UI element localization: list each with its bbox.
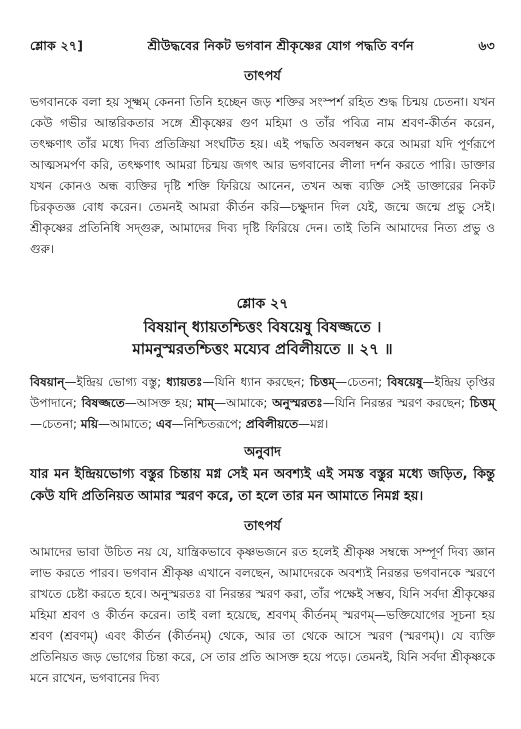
purport-text: ভগবানকে বলা হয় সূক্ষ্মম্‌ কেননা তিনি হচ্ছেন জড় শক্তির সংস্পর্শ রহিত শুদ্ধ চিন্ময় চেতনা। যখন কেউ গভীর আন্তরিকতার সঙ্গে শ্রীকৃষ্ণের গুণ মহিমা ও তাঁর পবিত্র নাম শ্রবণ-কীর্তন করেন, তৎক্ষণাৎ তাঁর মধ্যে দিব্য প্রতিক্রিয়া সংঘটিত হয়। এই পদ্ধতি অবলম্বন করে আমরা যদি পূর্ণরূপে আত্মসমর্পণ করি, তৎক্ষণাৎ আমরা চিন্ময় জগৎ আর ভগবানের লীলা দর্শন করতে পারি। ডাক্তার যখন কোনও অন্ধ ব্যক্তির দৃষ্টি শক্তি ফিরিয়ে আনেন, তখন অন্ধ ব্যক্তি সেই ডাক্তারের নিকট চিরকৃতজ্ঞ বোধ করেন। তেমনই আমরা কীর্তন করি—চক্ষুদান দিল যেই, জন্মে জন্মে প্রভু সেই। শ্রীকৃষ্ণের প্রতিনিধি সদ্‌গুরু, আমাদের দিব্য দৃষ্টি ফিরিয়ে দেন। তাই তিনি আমাদের নিত্য প্রভু ও গুরু। — [30, 95, 495, 256]
synonym-meaning: —আসক্ত হয়; — [124, 396, 198, 410]
synonym-meaning: —যিনি ধ্যান করছেন; — [202, 375, 310, 389]
purport-section-2 — [30, 517, 495, 689]
synonym-meaning: —নিশ্চিতরূপে; — [171, 417, 246, 431]
purport-heading: তাৎপর্য — [244, 69, 281, 84]
synonym-meaning: —যিনি নিরন্তর স্মরণ করছেন; — [322, 396, 470, 410]
synonym-word: ময়ি — [80, 417, 99, 431]
synonym-word: বিষজ্জতে — [81, 396, 125, 410]
verse-section — [30, 292, 495, 360]
synonym-word: ধ্যায়তঃ — [166, 375, 203, 389]
synonym-meaning: —ইন্দ্রিয় তৃপ্তির উপাদানে; — [30, 375, 495, 410]
synonym-meaning: —আমাতে; — [98, 417, 156, 431]
purport-section-1 — [30, 67, 495, 260]
synonym-meaning: —মগ্ন। — [298, 417, 329, 431]
synonym-meaning: —চেতনা; — [335, 375, 388, 389]
verse-line-2: মামনুস্মরতশ্চিত্তং ময্যেব প্রবিলীয়তে ॥ ২৭ ॥ — [132, 340, 393, 358]
synonym-meaning: —ইন্দ্রিয় ভোগ্য বস্তু; — [64, 375, 167, 389]
translation-section — [30, 443, 495, 508]
translation-heading: অনুবাদ — [244, 445, 281, 460]
synonym-word: প্রবিলীয়তে — [245, 417, 299, 431]
page-number: ৬৩ — [478, 38, 495, 53]
synonym-word: অনুস্মরতঃ — [272, 396, 323, 410]
synonym-word: চিত্তম্‌ — [309, 375, 336, 389]
synonym-meaning: —চেতনা; — [30, 417, 81, 431]
synonym-word: এব — [155, 417, 172, 431]
running-header — [30, 38, 495, 58]
purport-heading: তাৎপর্য — [244, 519, 281, 534]
synonym-meaning: —আমাকে; — [214, 396, 273, 410]
translation-text: যার মন ইন্দ্রিয়ভোগ্য বস্তুর চিন্তায় মগ্ন সেই মন অবশ্যই এই সমস্ত বস্তুর মধ্যে জড়িত, কিন্তু কেউ যদি প্রতিনিয়ত আমার স্মরণ করে, তা হলে তার মন আমাতে নিমগ্ন হয়। — [30, 467, 495, 504]
synonyms-section — [30, 372, 495, 435]
purport-text: আমাদের ভাবা উচিত নয় যে, যান্ত্রিকভাবে কৃষ্ণভজনে রত হলেই শ্রীকৃষ্ণ সম্বন্ধে সম্পূর্ণ দিব্য জ্ঞান লাভ করতে পারব। ভগবান শ্রীকৃষ্ণ এখানে বলছেন, আমাদেরকে অবশ্যই নিরন্তর ভগবানকে স্মরণে রাখতে চেষ্টা করতে হবে। অনুস্মরতঃ বা নিরন্তর স্মরণ করা, তাঁর পক্ষেই সম্ভব, যিনি সর্বদা শ্রীকৃষ্ণের মহিমা শ্রবণ ও কীর্তন করেন। তাই বলা হয়েছে, শ্রবণম্‌ কীর্তনম্‌ স্মরণম্‌—ভক্তিযোগের সূচনা হয় শ্রবণ (শ্রবণম্‌) এবং কীর্তন (কীর্তনম্‌) থেকে, আর তা থেকে আসে স্মরণ (স্মরণম্‌)। যে ব্যক্তি প্রতিনিয়ত জড় ভোগের চিন্তা করে, সে তার প্রতি আসক্ত হয়ে পড়ে। তেমনই, যিনি সর্বদা শ্রীকৃষ্ণকে মনে রাখেন, ভগবানের দিব্য — [30, 545, 495, 685]
verse-label: শ্লোক ২৭ — [236, 296, 289, 312]
synonym-word: বিষয়ান্‌ — [30, 375, 65, 389]
synonym-word: বিষয়েষু — [387, 375, 423, 389]
synonym-word: মাম্‌ — [197, 396, 215, 410]
synonym-word: চিত্তম্‌ — [469, 396, 495, 410]
header-verse-ref: শ্লোক ২৭] — [30, 38, 84, 53]
word-meanings — [30, 372, 495, 435]
verse-line-1: বিষয়ান্‌ ধ্যায়তশ্চিত্তং বিষয়েষু বিষজ্জতে । — [143, 318, 382, 336]
header-chapter-title: শ্রীউদ্ধবের নিকট ভগবান শ্রীকৃষ্ণের যোগ পদ্ধতি বর্ণন — [147, 38, 414, 53]
